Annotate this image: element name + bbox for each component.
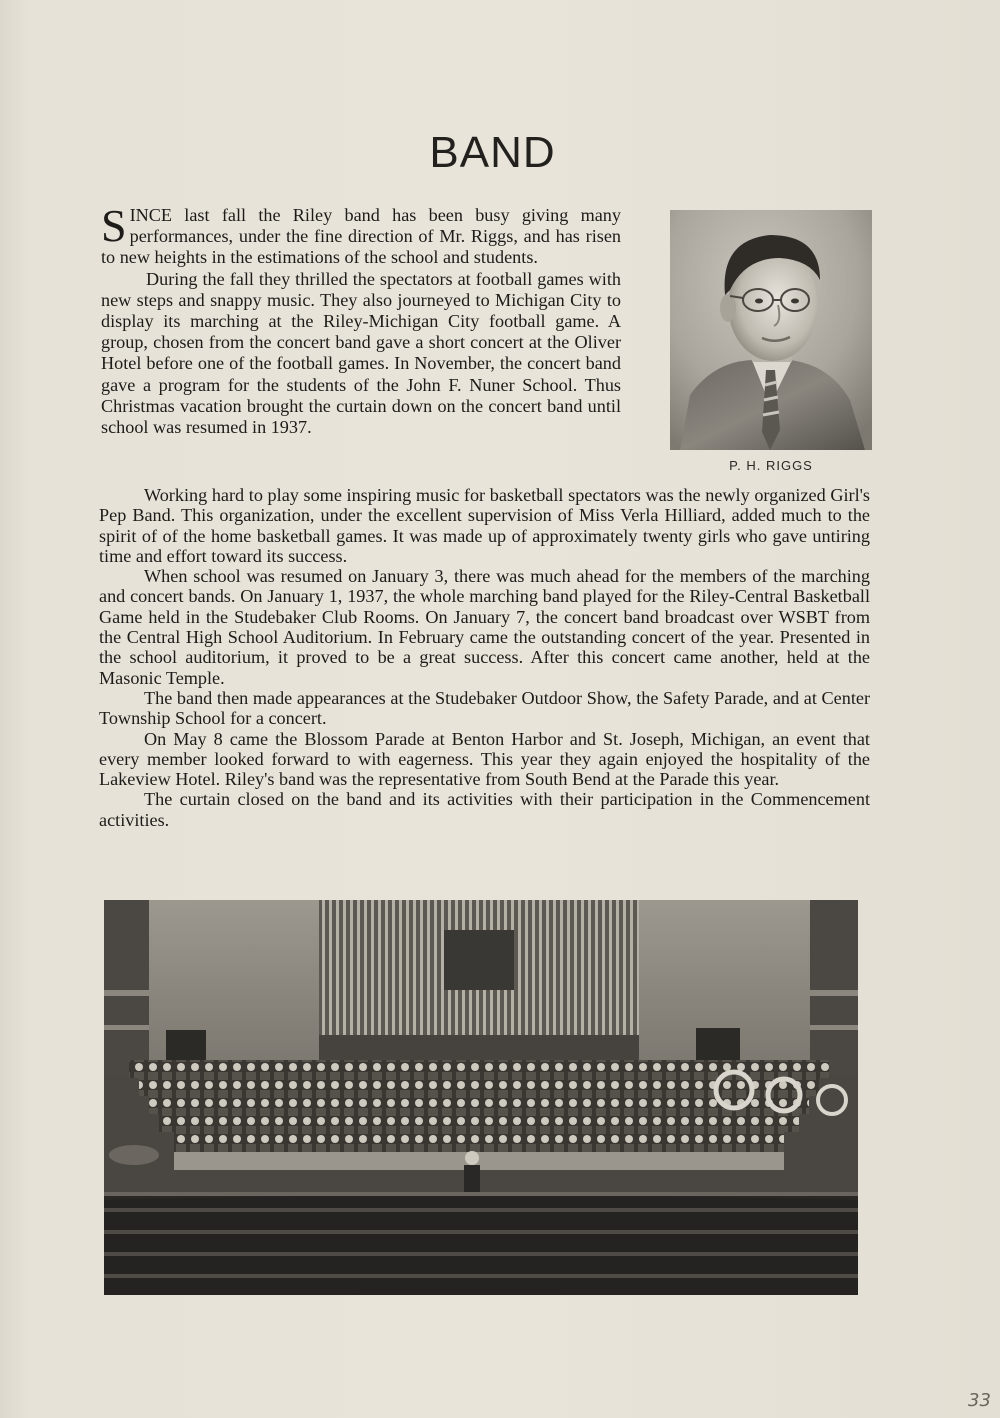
director-portrait-photo	[670, 210, 872, 450]
body-paragraph: When school was resumed on January 3, there was much ahead for the members of the marching and concert bands. On January 1, 1937, the whole marching band played for the Riley-Central Basketball Game held in the Studebaker Club Rooms. On January 7, the concert band broadcast over WSBT from the Central High School Auditorium. In February came the outstanding concert of the year. Presented in the school auditorium, it proved to be a great success. After this concert came another, held at the Masonic Temple.	[99, 566, 870, 688]
intro-column	[101, 200, 621, 438]
intro-text: INCE last fall the Riley band has been busy giving many performances, under the fine direction of Mr. Riggs, and has risen to new heights in the estimations of the school and students.	[101, 205, 621, 268]
band-photo-image	[104, 900, 858, 1295]
main-text-column	[99, 485, 870, 830]
page-title: BAND	[429, 128, 556, 177]
body-paragraph: On May 8 came the Blossom Parade at Benton Harbor and St. Joseph, Michigan, an event that every member looked forward to with eagerness. This year they again enjoyed the hospitality of the Lakeview Hotel. Riley's band was the representative from South Bend at the Parade this year.	[99, 728, 870, 790]
body-paragraph: The band then made appearances at the Studebaker Outdoor Show, the Safety Parade, and at Center Township School for a concert.	[99, 687, 870, 729]
band-group-photo	[104, 900, 858, 1295]
body-paragraph: Working hard to play some inspiring music for basketball spectators was the newly organized Girl's Pep Band. This organization, under the excellent supervision of Miss Verla Hilliard, added much to the spirit of of the home basketball games. It was made up of approximately twenty girls who gave untiring time and effort toward its success.	[99, 485, 870, 566]
fall-paragraph: During the fall they thrilled the spectators at football games with new steps and snappy music. They also journeyed to Michigan City to display its marching at the Riley-Michigan City football game. A group, chosen from the concert band gave a short concert at the Oliver Hotel before one of the football games. In November, the concert band gave a program for the students of the John F. Nuner School. Thus Christmas vacation brought the curtain down on the concert band until school was resumed in 1937.	[101, 268, 621, 438]
page-number: 33	[968, 1390, 991, 1411]
body-paragraph: The curtain closed on the band and its activities with their participation in the Commencement activities.	[99, 789, 870, 830]
intro-paragraph	[101, 200, 621, 269]
drop-cap: S	[101, 200, 127, 251]
portrait-caption: P. H. RIGGS	[729, 458, 813, 473]
portrait-image	[670, 210, 872, 450]
